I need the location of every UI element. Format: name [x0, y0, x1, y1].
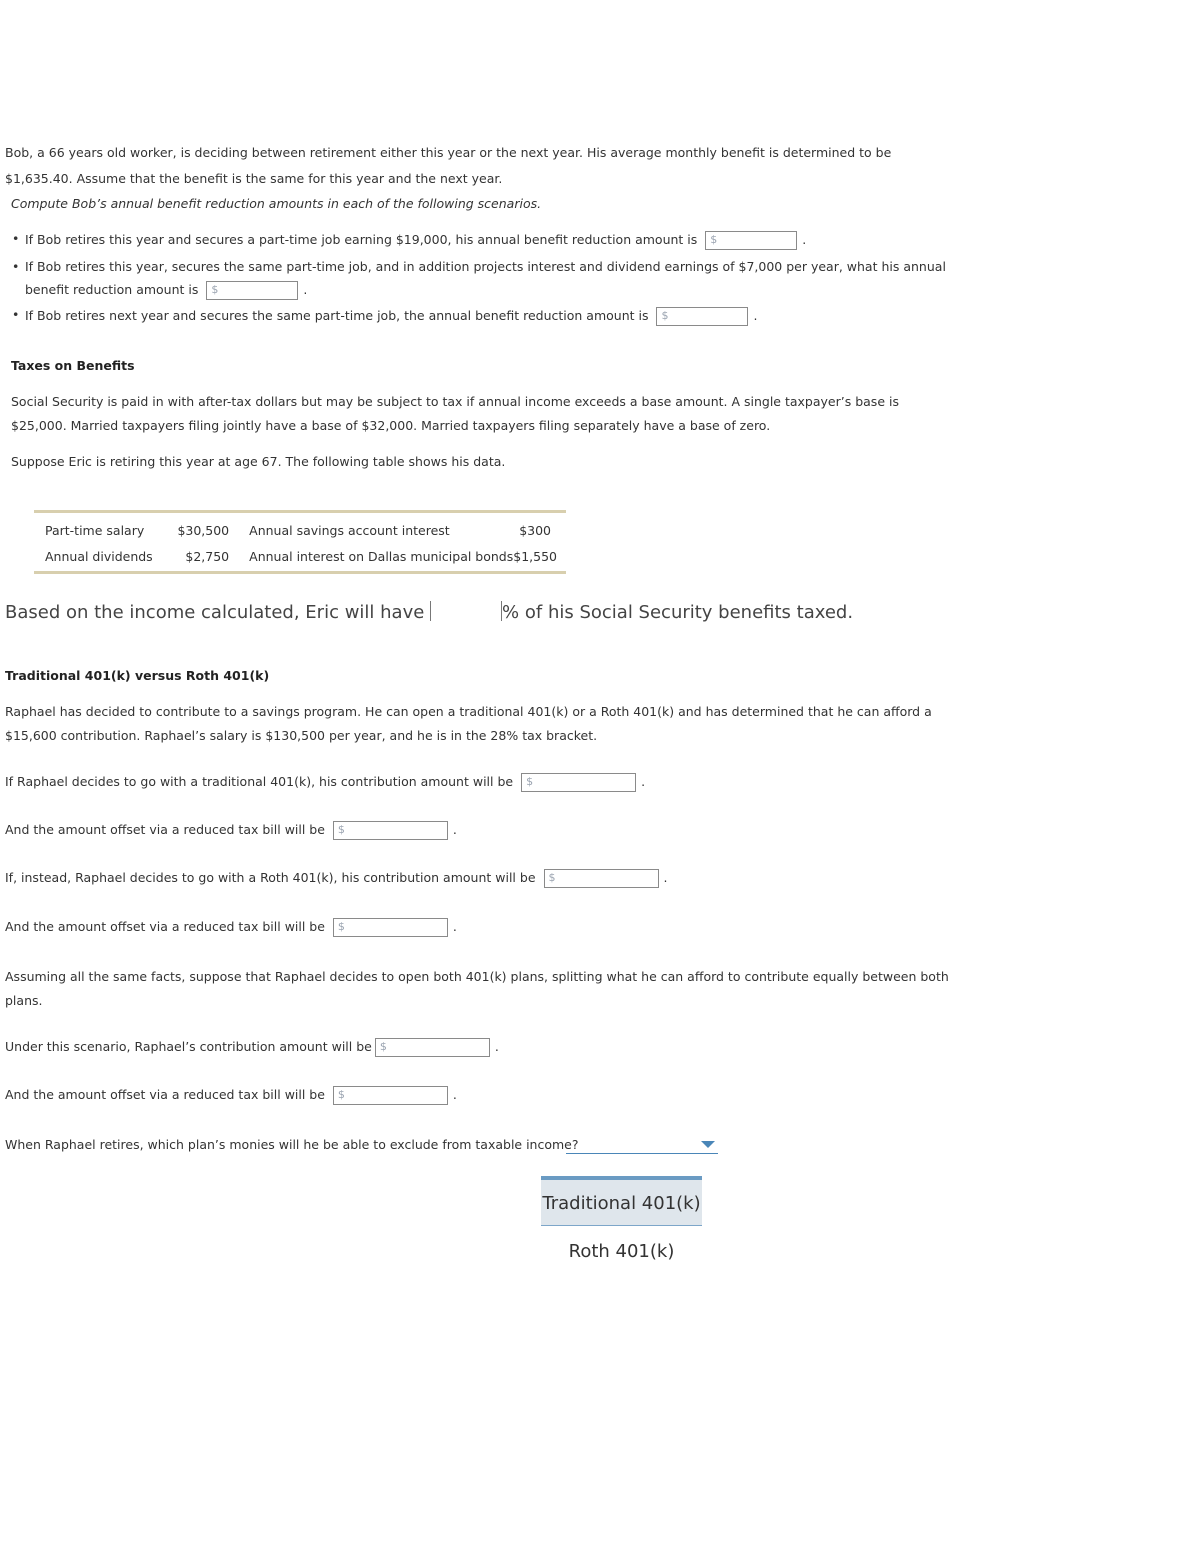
bob-bullet-3	[25, 307, 757, 326]
intro-instruction: Compute Bob’s annual benefit reduction amounts in each of the following scenarios.	[11, 196, 542, 211]
percent-taxed-input[interactable]	[431, 601, 501, 621]
table-cell: $2,750	[185, 548, 230, 564]
roth-contribution-input[interactable]	[544, 869, 659, 888]
dollar-sign: $	[337, 823, 345, 836]
taxes-para-line-2: $25,000. Married taxpayers filing jointly have a base of $32,000. Married taxpayers filing separately have a base of zero.	[11, 418, 771, 433]
period: .	[802, 232, 807, 247]
dollar-sign: $	[526, 775, 534, 788]
both-offset-input[interactable]	[333, 1086, 448, 1105]
taxes-para-line-1: Social Security is paid in with after-tax dollars but may be subject to tax if annual income exceeds a base amount. A single taxpayer’s base is	[11, 394, 899, 409]
taxes-heading: Taxes on Benefits	[11, 358, 135, 373]
dollar-sign: $	[337, 920, 345, 933]
table-cell: Part-time salary	[45, 522, 145, 538]
trad-contribution-input[interactable]	[521, 773, 636, 792]
intro-line-1: Bob, a 66 years old worker, is deciding between retirement either this year or the next year. His average monthly benefit is determined to be	[5, 145, 892, 160]
dollar-sign: $	[337, 1088, 345, 1101]
bob-bullet-1-text: If Bob retires this year and secures a part-time job earning $19,000, his annual benefit reduction amount is	[25, 232, 698, 247]
roth-offset-label: And the amount offset via a reduced tax bill will be	[5, 919, 325, 934]
intro-line-2: $1,635.40. Assume that the benefit is the same for this year and the next year.	[5, 171, 503, 186]
table-bottom-rule	[34, 571, 566, 574]
table-cell: Annual interest on Dallas municipal bonds	[249, 548, 514, 564]
table-cell: $300	[519, 522, 551, 538]
bob-reduction-input-1[interactable]	[705, 231, 797, 250]
table-cell: Annual dividends	[45, 548, 153, 564]
trad-contribution-row	[5, 773, 645, 792]
both-para-line-1: Assuming all the same facts, suppose that Raphael decides to open both 401(k) plans, splitting what he can afford to contribute equally between both	[5, 969, 949, 984]
eric-question-after: % of his Social Security benefits taxed.	[502, 602, 854, 623]
bob-reduction-input-3[interactable]	[656, 307, 748, 326]
both-para-line-2: plans.	[5, 993, 43, 1008]
eric-question	[5, 601, 853, 623]
roth-contribution-label: If, instead, Raphael decides to go with a Roth 401(k), his contribution amount will be	[5, 870, 536, 885]
period: .	[641, 774, 646, 789]
bob-bullet-2: • If Bob retires this year, secures the same part-time job, and in addition projects interest and dividend earnings of $7,000 per year, what his annual	[25, 259, 946, 274]
bob-bullet-3-text: If Bob retires next year and secures the same part-time job, the annual benefit reduction amount is	[25, 308, 649, 323]
plans-heading: Traditional 401(k) versus Roth 401(k)	[5, 668, 270, 683]
both-contribution-row	[5, 1038, 499, 1057]
bob-bullet-2-text: benefit reduction amount is	[25, 282, 199, 297]
roth-offset-input[interactable]	[333, 918, 448, 937]
both-offset-row	[5, 1086, 457, 1105]
eric-intro: Suppose Eric is retiring this year at age 67. The following table shows his data.	[11, 454, 506, 469]
period: .	[753, 308, 758, 323]
period: .	[452, 919, 457, 934]
dollar-sign: $	[548, 871, 556, 884]
plan-select[interactable]	[566, 1139, 718, 1154]
roth-offset-row	[5, 918, 457, 937]
period: .	[303, 282, 308, 297]
bob-bullet-1	[25, 231, 806, 250]
option-traditional-401k[interactable]: Traditional 401(k)	[541, 1176, 702, 1226]
period: .	[494, 1039, 499, 1054]
plan-dropdown-menu	[541, 1176, 702, 1278]
dollar-sign: $	[710, 233, 718, 246]
period: .	[663, 870, 668, 885]
bob-reduction-input-2[interactable]	[206, 281, 298, 300]
trad-offset-label: And the amount offset via a reduced tax bill will be	[5, 822, 325, 837]
eric-data-table	[34, 510, 566, 574]
plans-para-line-2: $15,600 contribution. Raphael’s salary is $130,500 per year, and he is in the 28% tax bracket.	[5, 728, 598, 743]
both-contribution-label: Under this scenario, Raphael’s contribution amount will be	[5, 1039, 372, 1054]
dollar-sign: $	[661, 309, 669, 322]
eric-question-before: Based on the income calculated, Eric will have	[5, 602, 425, 623]
table-row	[34, 517, 566, 543]
table-cell: Annual savings account interest	[249, 522, 450, 538]
period: .	[452, 1087, 457, 1102]
option-roth-401k[interactable]: Roth 401(k)	[568, 1241, 675, 1262]
trad-offset-row	[5, 821, 457, 840]
period: .	[452, 822, 457, 837]
dollar-sign: $	[379, 1040, 387, 1053]
exclude-question: When Raphael retires, which plan’s monies will he be able to exclude from taxable income?	[5, 1137, 579, 1152]
plans-para-line-1: Raphael has decided to contribute to a savings program. He can open a traditional 401(k) or a Roth 401(k) and has determined that he can afford a	[5, 704, 932, 719]
dollar-sign: $	[211, 283, 219, 296]
table-cell: $1,550	[513, 548, 557, 564]
table-row	[34, 543, 566, 569]
table-top-rule	[34, 510, 566, 513]
both-contribution-input[interactable]	[375, 1038, 490, 1057]
trad-contribution-label: If Raphael decides to go with a traditional 401(k), his contribution amount will be	[5, 774, 514, 789]
bob-bullet-2-continued	[25, 281, 307, 300]
roth-contribution-row	[5, 869, 667, 888]
both-offset-label: And the amount offset via a reduced tax bill will be	[5, 1087, 325, 1102]
trad-offset-input[interactable]	[333, 821, 448, 840]
table-cell: $30,500	[177, 522, 230, 538]
chevron-down-icon[interactable]	[701, 1141, 715, 1148]
